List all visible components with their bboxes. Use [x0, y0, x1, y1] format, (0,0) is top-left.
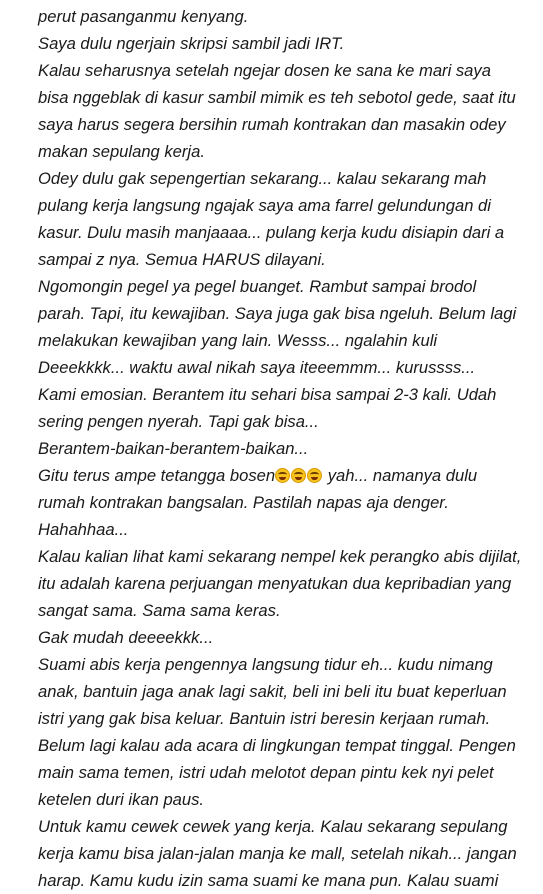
article-body	[38, 3, 538, 894]
paragraph-line: Hahahhaa...	[38, 520, 129, 539]
laughing-face-icon	[275, 468, 290, 483]
paragraph-line: rumah kontrakan bangsalan. Pastilah napas aja denger.	[38, 493, 449, 512]
paragraph-line-with-emoji	[38, 462, 538, 489]
laughing-face-icon	[291, 468, 306, 483]
paragraph-line: Berantem-baikan-berantem-baikan...	[38, 439, 309, 458]
paragraph-line: sering pengen nyerah. Tapi gak bisa...	[38, 412, 319, 431]
paragraph-line: itu adalah karena perjuangan menyatukan dua kepribadian yang	[38, 574, 512, 593]
paragraph-line: Odey dulu gak sepengertian sekarang... kalau sekarang mah	[38, 169, 487, 188]
paragraph-line: kerja kamu bisa jalan-jalan manja ke mall, setelah nikah... jangan	[38, 844, 517, 863]
paragraph-line: Untuk kamu cewek cewek yang kerja. Kalau sekarang sepulang	[38, 817, 508, 836]
paragraph-line: Kalau kalian lihat kami sekarang nempel kek perangko abis dijilat,	[38, 547, 522, 566]
paragraph-line: Saya dulu ngerjain skripsi sambil jadi IRT.	[38, 34, 345, 53]
paragraph-line: melakukan kewajiban yang lain. Wesss... ngalahin kuli	[38, 331, 438, 350]
paragraph-line: Kalau seharusnya setelah ngejar dosen ke sana ke mari saya	[38, 61, 491, 80]
paragraph-line: sampai z nya. Semua HARUS dilayani.	[38, 250, 326, 269]
laughing-face-icon	[307, 468, 322, 483]
paragraph-line: ketelen duri ikan paus.	[38, 790, 205, 809]
paragraph-line: main sama temen, istri udah melotot depan pintu kek nyi pelet	[38, 763, 494, 782]
paragraph-line: sangat sama. Sama sama keras.	[38, 601, 281, 620]
paragraph-line: parah. Tapi, itu kewajiban. Saya juga gak bisa ngeluh. Belum lagi	[38, 304, 517, 323]
paragraph-line: anak, bantuin jaga anak lagi sakit, beli ini beli itu buat keperluan	[38, 682, 507, 701]
paragraph-line: perut pasanganmu kenyang.	[38, 7, 249, 26]
paragraph-line: Belum lagi kalau ada acara di lingkungan tempat tinggal. Pengen	[38, 736, 516, 755]
line-text-before: Gitu terus ampe tetangga bosen	[38, 466, 276, 485]
paragraph-line: kasur. Dulu masih manjaaaa... pulang kerja kudu disiapin dari a	[38, 223, 505, 242]
paragraph-line: Gak mudah deeeekkk...	[38, 628, 214, 647]
paragraph-line: pulang kerja langsung ngajak saya ama farrel gelundungan di	[38, 196, 491, 215]
paragraph-line: Suami abis kerja pengennya langsung tidur eh... kudu nimang	[38, 655, 493, 674]
paragraph-line: istri yang gak bisa keluar. Bantuin istri beresin kerjaan rumah.	[38, 709, 491, 728]
paragraph-line: Deeekkkk... waktu awal nikah saya iteeemmm... kurussss...	[38, 358, 476, 377]
paragraph-line: harap. Kamu kudu izin sama suami ke mana pun. Kalau suami	[38, 871, 499, 890]
paragraph-line: saya harus segera bersihin rumah kontrakan dan masakin odey	[38, 115, 506, 134]
line-text-after: yah... namanya dulu	[323, 466, 478, 485]
paragraph-line: bisa nggeblak di kasur sambil mimik es teh sebotol gede, saat itu	[38, 88, 516, 107]
paragraph-line: makan sepulang kerja.	[38, 142, 205, 161]
paragraph-line: Kami emosian. Berantem itu sehari bisa sampai 2-3 kali. Udah	[38, 385, 497, 404]
paragraph-line: Ngomongin pegel ya pegel buanget. Rambut sampai brodol	[38, 277, 477, 296]
